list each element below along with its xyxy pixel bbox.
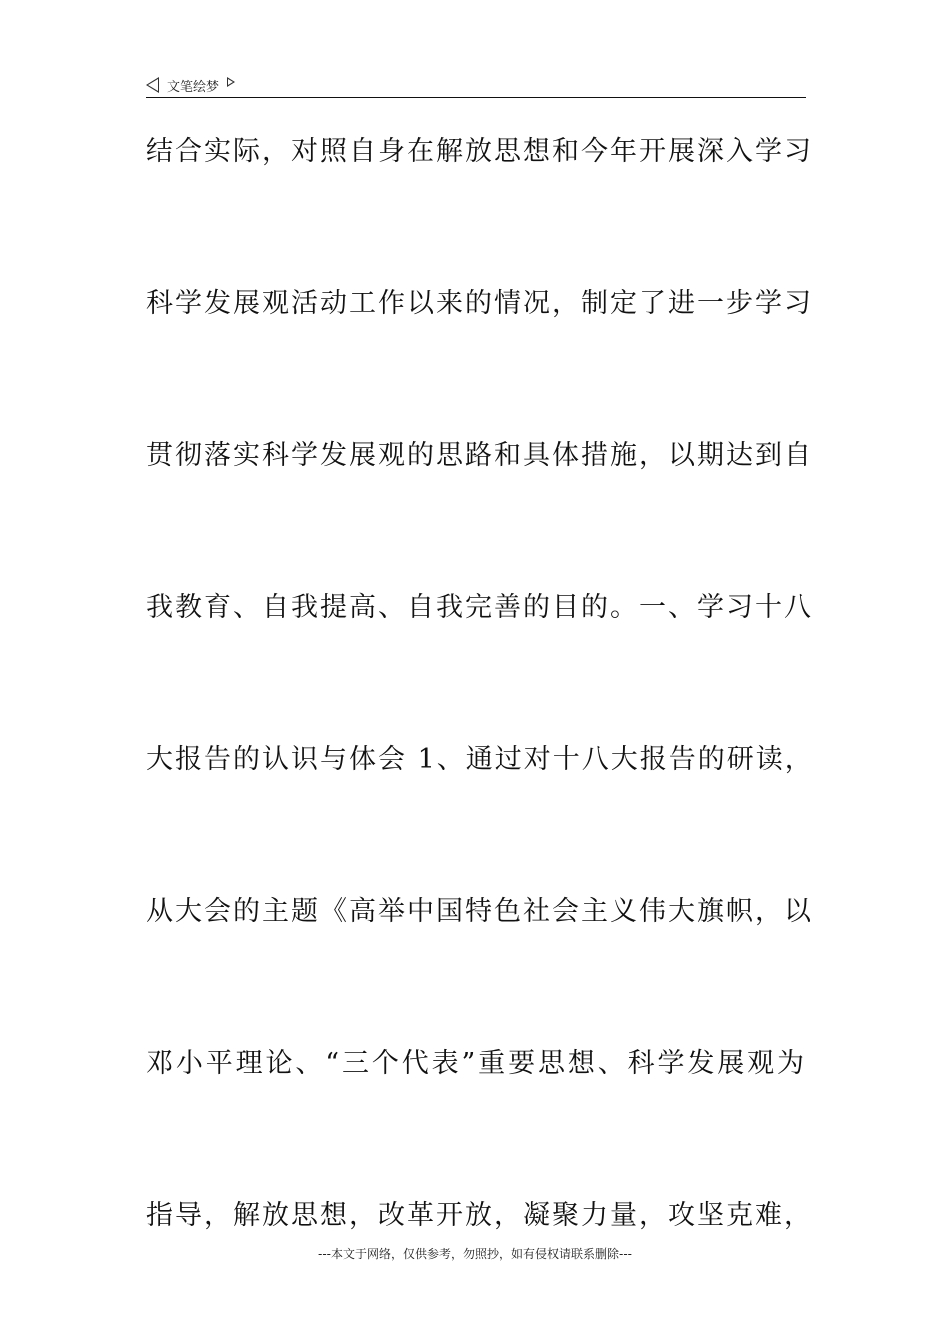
body-line: 从大会的主题《高举中国特色社会主义伟大旗帜，以: [146, 896, 813, 927]
header-divider: [146, 97, 806, 98]
body-line: 科学发展观活动工作以来的情况，制定了进一步学习: [146, 288, 813, 319]
header-title: 文笔绘梦: [167, 79, 220, 95]
body-line: 指导，解放思想，改革开放，凝聚力量，攻坚克难，: [146, 1200, 813, 1231]
page-header: [146, 74, 235, 96]
body-line: 贯彻落实科学发展观的思路和具体措施，以期达到自: [146, 440, 813, 471]
document-body: [146, 124, 814, 1340]
body-line: 结合实际，对照自身在解放思想和今年开展深入学习: [146, 136, 813, 167]
body-line: 大报告的认识与体会 1、通过对十八大报告的研读，: [146, 744, 814, 775]
body-line: 邓小平理论、“三个代表”重要思想、科学发展观为: [146, 1048, 806, 1079]
body-line: 我教育、自我提高、自我完善的目的。一、学习十八: [146, 592, 813, 623]
footer-notice: ---本文于网络，仅供参考，勿照抄，如有侵权请联系删除---: [318, 1247, 632, 1261]
triangle-left-icon: [146, 77, 159, 93]
triangle-right-icon: [227, 77, 235, 87]
